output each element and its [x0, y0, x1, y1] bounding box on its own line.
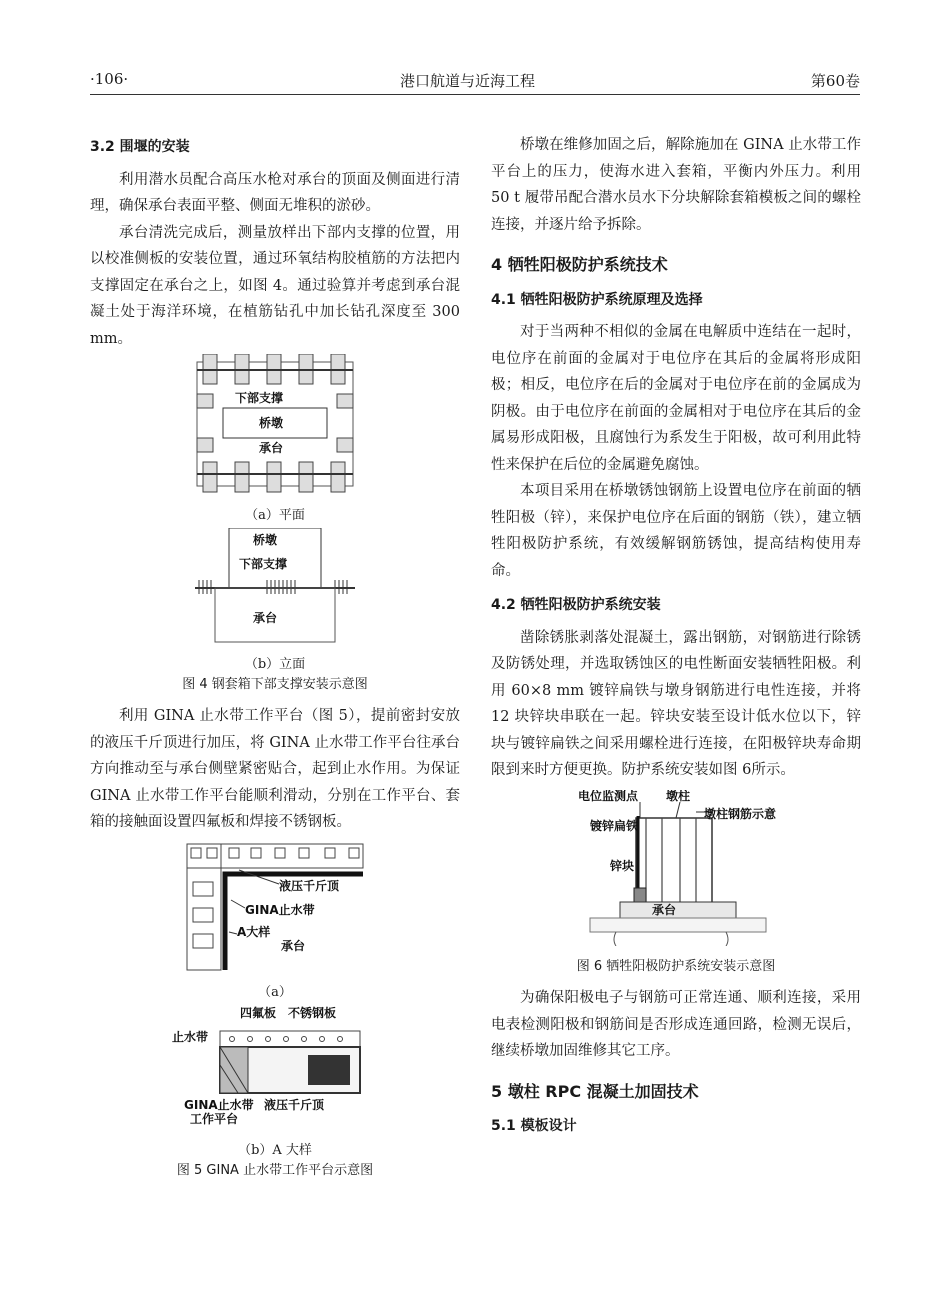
fig6-label-zinc: 锌块	[610, 858, 635, 873]
left-column	[90, 132, 460, 1181]
figure-5b-caption: （b）A 大样	[238, 1142, 312, 1158]
fig4a-label-cap: 承台	[259, 441, 284, 455]
right-column	[491, 132, 861, 1146]
paragraph: 本项目采用在桥墩锈蚀钢筋上设置电位序在前面的牺牲阳极（锌），来保护电位序在后面的钢筋（铁），建立牺牲阳极防护系统，有效缓解钢筋锈蚀，提高结构使用寿命。	[491, 483, 861, 579]
figure-4-caption: 图 4 钢套箱下部支撑安装示意图	[182, 677, 368, 692]
section-4-title: 4 牺牲阳极防护系统技术	[491, 255, 668, 274]
fig5a-label-gina: GINA止水带	[245, 902, 315, 917]
figure-5b-drawing	[170, 1005, 380, 1129]
fig4a-label-pier: 桥墩	[259, 416, 284, 430]
fig5b-label-jack: 液压千斤顶	[264, 1098, 325, 1112]
figure-4b-drawing	[195, 528, 355, 644]
section-5-1-title: 5.1 模板设计	[491, 1118, 577, 1134]
fig5b-label-steel: 不锈钢板	[288, 1006, 337, 1020]
fig5a-label-jack: 液压千斤顶	[279, 878, 340, 893]
fig5b-label-ptfe: 四氟板	[240, 1006, 277, 1020]
figure-6	[491, 790, 861, 956]
paragraph: 利用 GINA 止水带工作平台（图 5），提前密封安放的液压千斤顶进行加压，将 GINA 止水带工作平台往承台方向推动至与承台侧壁紧密贴合，起到止水作用。为保证 GINA 止水带工作平台能顺利滑动，分别在工作平台、套箱的接触面设置四氟板和焊接不锈钢板。	[90, 708, 460, 830]
fig6-label-cap: 承台	[652, 902, 677, 917]
figure-6-drawing	[576, 790, 776, 946]
fig4b-label-pier: 桥墩	[253, 532, 278, 547]
fig4a-label-support: 下部支撑	[235, 391, 284, 405]
figure-5a-drawing	[185, 842, 365, 972]
fig5b-label-platform: 工作平台	[190, 1112, 239, 1126]
page-number: ·106·	[90, 70, 129, 88]
figure-4a	[90, 354, 460, 504]
section-4-1-title: 4.1 牺牲阳极防护系统原理及选择	[491, 291, 703, 308]
figure-5a	[90, 842, 460, 982]
fig6-label-monitor: 电位监测点	[578, 789, 639, 803]
fig6-label-flatbar: 镀锌扁铁	[590, 818, 639, 833]
section-4-2-title: 4.2 牺牲阳极防护系统安装	[491, 597, 661, 613]
paragraph: 对于当两种不相似的金属在电解质中连结在一起时，电位序在前面的金属对于电位序在其后的金属将形成阳极；相反，电位序在后的金属对于电位序在前的金属成为阴极。由于电位序在前面的金属相对于电位序在其后的金属易形成阳极，且腐蚀行为系发生于阳极，故可利用此特性来保护在后位的金属避免腐蚀。	[491, 324, 861, 473]
figure-4b-caption: （b）立面	[244, 657, 306, 672]
figure-5-caption: 图 5 GINA 止水带工作平台示意图	[176, 1162, 374, 1178]
figure-5b	[90, 1005, 460, 1139]
fig4b-label-support: 下部支撑	[239, 556, 288, 571]
paragraph: 凿除锈胀剥落处混凝土，露出钢筋，对钢筋进行除锈及防锈处理，并选取锈蚀区的电性断面安装牺牲阳极。利用 60×8 mm 镀锌扁铁与墩身钢筋进行电性连接，并将 12 块锌块串联在一起。锌块安装至设计低水位以下，锌块与镀锌扁铁之间采用螺栓进行连接，在阳极锌块寿命期限到来时方便更换。防护系统安装如图 6所示。	[491, 629, 861, 778]
fig5a-label-detail-a: A大样	[237, 924, 271, 939]
fig6-label-rebar: 墩柱钢筋示意	[704, 806, 776, 821]
page-header	[90, 70, 860, 95]
section-5-title: 5 墩柱 RPC 混凝土加固技术	[491, 1081, 699, 1101]
volume: 第60卷	[810, 72, 860, 90]
figure-6-caption: 图 6 牺牲阳极防护系统安装示意图	[576, 959, 776, 974]
figure-4a-drawing	[195, 354, 355, 494]
paragraph: 为确保阳极电子与钢筋可正常连通、顺利连接，采用电表检测阳极和钢筋间是否形成连通回路，检测无误后，继续桥墩加固维修其它工序。	[491, 990, 861, 1059]
fig6-label-column: 墩柱	[666, 789, 691, 803]
fig5b-label-gina: GINA止水带	[184, 1098, 254, 1112]
fig5b-label-seal: 止水带	[172, 1030, 209, 1044]
figure-5a-caption: （a）	[258, 985, 292, 1000]
paragraph: 桥墩在维修加固之后，解除施加在 GINA 止水带工作平台上的压力，使海水进入套箱，平衡内外压力。利用 50 t 履带吊配合潜水员水下分块解除套箱模板之间的螺栓连接，并逐片给予拆除。	[491, 137, 861, 233]
journal-title: 港口航道与近海工程	[400, 72, 536, 90]
section-3-2-title: 3.2 围堰的安装	[90, 139, 190, 155]
paragraph: 利用潜水员配合高压水枪对承台的顶面及侧面进行清理，确保承台表面平整、侧面无堆积的淤砂。	[90, 171, 460, 214]
figure-4b	[90, 528, 460, 654]
fig4b-label-cap: 承台	[253, 610, 278, 625]
paragraph: 承台清洗完成后，测量放样出下部内支撑的位置，用以校准侧板的安装位置，通过环氧结构胶植筋的方法把内支撑固定在承台之上，如图 4。通过验算并考虑到承台混凝土处于海洋环境，在植筋钻孔中加长钻孔深度至 300 mm。	[90, 224, 460, 347]
fig5a-label-cap: 承台	[281, 938, 306, 953]
figure-4a-caption: （a）平面	[245, 507, 305, 523]
